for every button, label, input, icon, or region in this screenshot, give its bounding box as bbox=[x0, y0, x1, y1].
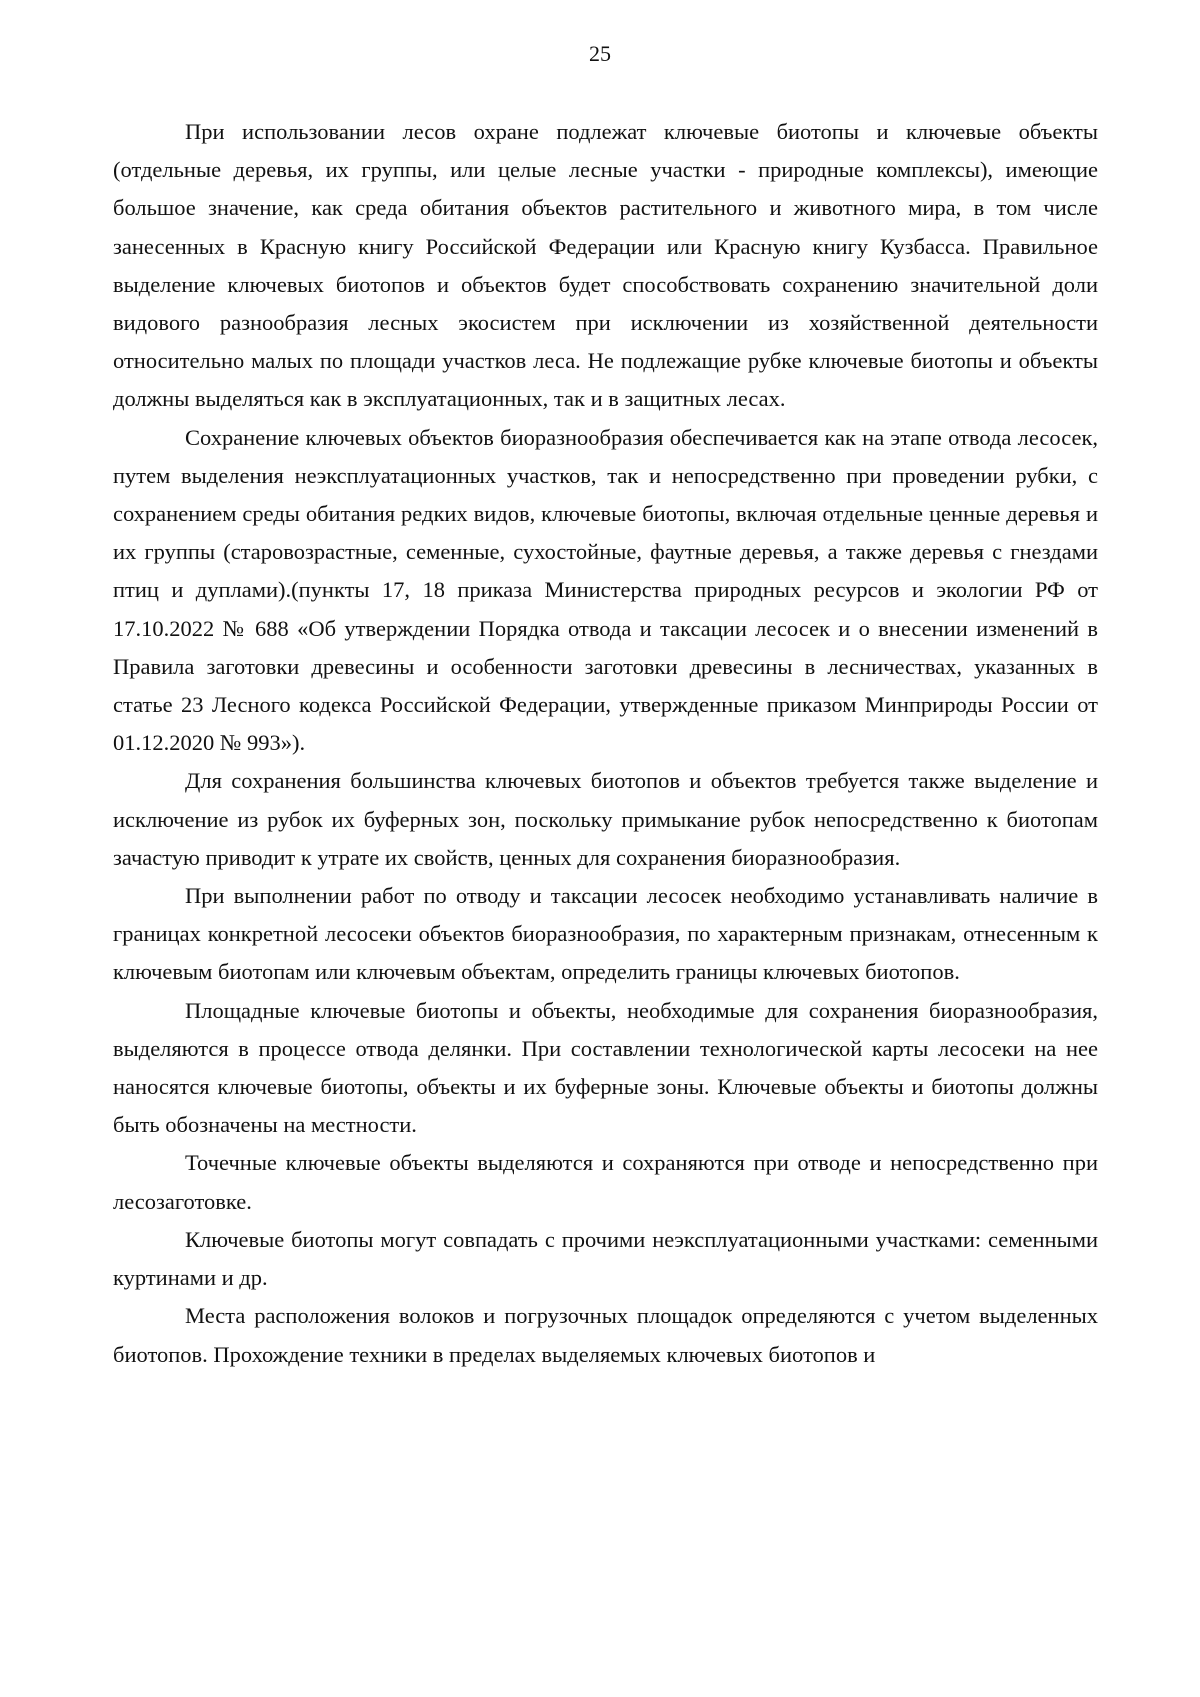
paragraph-key-biotopes-protection: При использовании лесов охране подлежат ключевые биотопы и ключевые объекты (отдельные деревья, их группы, или целые лесные участки - природные комплексы), имеющие большое значение, как среда обитания объектов растительного и животного мира, в том числе занесенных в Красную книгу Российской Федерации или Красную книгу Кузбасса. Правильное выделение ключевых биотопов и объектов будет способствовать сохранению значительной доли видового разнообразия лесных экосистем при исключении из хозяйственной деятельности относительно малых по площади участков леса. Не подлежащие рубке ключевые биотопы и объекты должны выделяться как в эксплуатационных, так и в защитных лесах. bbox=[113, 119, 1098, 412]
paragraph-biodiversity-preservation: Сохранение ключевых объектов биоразнообразия обеспечивается как на этапе отвода лесосек, путем выделения неэксплуатационных участков, так и непосредственно при проведении рубки, с сохранением среды обитания редких видов, ключевые биотопы, включая отдельные ценные деревья и их группы (старовозрастные, семенные, сухостойные, фаутные деревья, а также деревья с гнездами птиц и дуплами).(пункты 17, 18 приказа Министерства природных ресурсов и экологии РФ от 17.10.2022 № 688 «Об утверждении Порядка отвода и таксации лесосек и о внесении изменений в Правила заготовки древесины и особенности заготовки древесины в лесничествах, указанных в статье 23 Лесного кодекса Российской Федерации, утвержденные приказом Минприроды России от 01.12.2020 № 993»). bbox=[113, 424, 1098, 756]
paragraph-non-exploitation-plots: Ключевые биотопы могут совпадать с прочими неэксплуатационными участками: семенными куртинами и др. bbox=[113, 1226, 1098, 1291]
paragraph-areal-biotopes: Площадные ключевые биотопы и объекты, необходимые для сохранения биоразнообразия, выделяются в процессе отвода делянки. При составлении технологической карты лесосеки на нее наносятся ключевые биотопы, объекты и их буферные зоны. Ключевые объекты и биотопы должны быть обозначены на местности. bbox=[113, 997, 1098, 1138]
page-number: 25 bbox=[589, 41, 611, 66]
body-text bbox=[113, 113, 1098, 1374]
paragraph-allotment-works: При выполнении работ по отводу и таксации лесосек необходимо устанавливать наличие в границах конкретной лесосеки объектов биоразнообразия, по характерным признакам, отнесенным к ключевым биотопам или ключевым объектам, определить границы ключевых биотопов. bbox=[113, 883, 1098, 985]
paragraph-skid-trails: Места расположения волоков и погрузочных площадок определяются с учетом выделенных биотопов. Прохождение техники в пределах выделяемых ключевых биотопов и bbox=[113, 1303, 1098, 1367]
paragraph-buffer-zones: Для сохранения большинства ключевых биотопов и объектов требуется также выделение и исключение из рубок их буферных зон, поскольку примыкание рубок непосредственно к биотопам зачастую приводит к утрате их свойств, ценных для сохранения биоразнообразия. bbox=[113, 768, 1098, 870]
paragraph-point-objects: Точечные ключевые объекты выделяются и сохраняются при отводе и непосредственно при лесозаготовке. bbox=[113, 1150, 1098, 1214]
